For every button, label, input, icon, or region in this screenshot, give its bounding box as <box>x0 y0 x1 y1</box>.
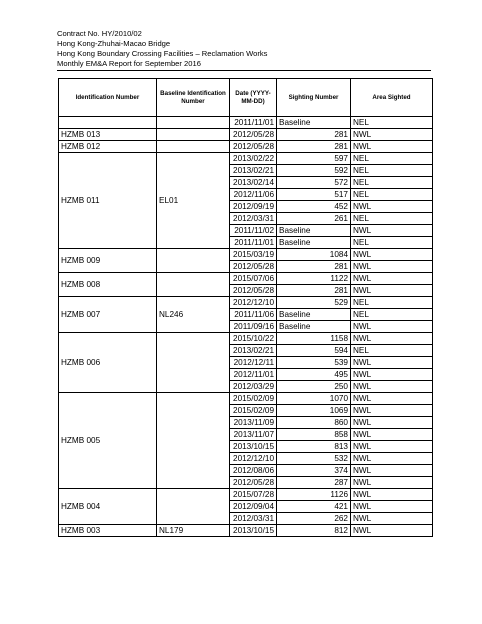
area-cell: NWL <box>351 393 433 405</box>
sighting-value: 281 <box>334 142 348 151</box>
sighting-cell <box>277 513 351 525</box>
sighting-value: 813 <box>334 442 348 451</box>
area-cell: NWL <box>351 405 433 417</box>
area-cell: NWL <box>351 441 433 453</box>
sighting-value: 452 <box>334 202 348 211</box>
area-cell: NWL <box>351 417 433 429</box>
date-cell: 2013/02/22 <box>230 153 277 165</box>
date-cell: 2013/11/09 <box>230 417 277 429</box>
identification-cell: HZMB 005 <box>59 393 157 489</box>
area-cell: NWL <box>351 465 433 477</box>
sighting-value: 572 <box>334 178 348 187</box>
sighting-cell <box>277 357 351 369</box>
sighting-value: 250 <box>334 382 348 391</box>
area-cell: NWL <box>351 129 433 141</box>
sighting-value: 261 <box>334 214 348 223</box>
sighting-cell <box>277 153 351 165</box>
sighting-value: Baseline <box>279 310 311 319</box>
sighting-cell <box>277 345 351 357</box>
area-cell: NWL <box>351 321 433 333</box>
sighting-cell <box>277 525 351 537</box>
area-cell: NWL <box>351 249 433 261</box>
date-cell: 2012/05/28 <box>230 477 277 489</box>
sighting-cell <box>277 477 351 489</box>
identification-cell <box>59 117 157 129</box>
sighting-value: 529 <box>334 298 348 307</box>
sighting-value: 281 <box>334 286 348 295</box>
sighting-value: 495 <box>334 370 348 379</box>
area-cell: NEL <box>351 189 433 201</box>
date-cell: 2011/11/01 <box>230 237 277 249</box>
sighting-value: 812 <box>334 526 348 535</box>
sighting-cell <box>277 261 351 273</box>
area-cell: NWL <box>351 429 433 441</box>
sighting-value: 1084 <box>329 250 348 259</box>
date-cell: 2012/03/31 <box>230 213 277 225</box>
works-name: Hong Kong Boundary Crossing Facilities – Reclamation Works <box>57 49 268 58</box>
date-cell: 2012/08/06 <box>230 465 277 477</box>
table-row <box>59 525 433 537</box>
area-cell: NWL <box>351 261 433 273</box>
area-cell: NWL <box>351 501 433 513</box>
date-cell: 2012/11/06 <box>230 189 277 201</box>
sighting-value: 592 <box>334 166 348 175</box>
area-cell: NWL <box>351 333 433 345</box>
area-cell: NWL <box>351 285 433 297</box>
area-cell: NEL <box>351 213 433 225</box>
sighting-cell <box>277 237 351 249</box>
sighting-value: 421 <box>334 502 348 511</box>
col-header-area: Area Sighted <box>351 79 433 117</box>
date-cell: 2015/10/22 <box>230 333 277 345</box>
identification-cell: HZMB 012 <box>59 141 157 153</box>
table-row <box>59 141 433 153</box>
sighting-cell <box>277 429 351 441</box>
table-row <box>59 249 433 261</box>
sighting-cell <box>277 465 351 477</box>
sighting-cell <box>277 129 351 141</box>
sighting-value: Baseline <box>279 226 311 235</box>
area-cell: NEL <box>351 309 433 321</box>
sighting-value: 1069 <box>329 406 348 415</box>
baseline-id-cell <box>157 129 230 141</box>
sighting-cell <box>277 309 351 321</box>
sighting-value: 287 <box>334 478 348 487</box>
table-row <box>59 129 433 141</box>
col-header-baseline: Baseline Identification Number <box>157 79 230 117</box>
sighting-value: 594 <box>334 346 348 355</box>
date-cell: 2015/03/19 <box>230 249 277 261</box>
date-cell: 2012/12/10 <box>230 453 277 465</box>
sighting-value: 517 <box>334 190 348 199</box>
area-cell: NEL <box>351 153 433 165</box>
sighting-cell <box>277 189 351 201</box>
table-row <box>59 333 433 345</box>
identification-cell: HZMB 003 <box>59 525 157 537</box>
sighting-cell <box>277 405 351 417</box>
date-cell: 2015/07/06 <box>230 273 277 285</box>
date-cell: 2012/05/28 <box>230 141 277 153</box>
sighting-cell <box>277 225 351 237</box>
sighting-value: 532 <box>334 454 348 463</box>
area-cell: NEL <box>351 165 433 177</box>
sighting-cell <box>277 369 351 381</box>
sighting-cell <box>277 501 351 513</box>
date-cell: 2012/12/10 <box>230 297 277 309</box>
sighting-cell <box>277 417 351 429</box>
date-cell: 2011/09/16 <box>230 321 277 333</box>
baseline-id-cell <box>157 141 230 153</box>
sighting-value: Baseline <box>279 322 311 331</box>
area-cell: NWL <box>351 489 433 501</box>
sighting-cell <box>277 177 351 189</box>
date-cell: 2012/05/28 <box>230 129 277 141</box>
area-cell: NWL <box>351 477 433 489</box>
sighting-value: Baseline <box>279 238 311 247</box>
sighting-cell <box>277 273 351 285</box>
identification-cell: HZMB 004 <box>59 489 157 525</box>
area-cell: NWL <box>351 369 433 381</box>
sighting-cell <box>277 285 351 297</box>
date-cell: 2012/05/28 <box>230 261 277 273</box>
sighting-cell <box>277 453 351 465</box>
area-cell: NEL <box>351 297 433 309</box>
sighting-cell <box>277 441 351 453</box>
sighting-cell <box>277 297 351 309</box>
sighting-cell <box>277 321 351 333</box>
baseline-id-cell <box>157 273 230 297</box>
date-cell: 2012/05/28 <box>230 285 277 297</box>
date-cell: 2012/03/29 <box>230 381 277 393</box>
table-row <box>59 297 433 309</box>
sighting-value: 1122 <box>330 274 348 283</box>
area-cell: NEL <box>351 117 433 129</box>
sighting-cell <box>277 165 351 177</box>
date-cell: 2013/10/15 <box>230 525 277 537</box>
date-cell: 2011/11/02 <box>230 225 277 237</box>
table-header-row <box>59 79 433 117</box>
contract-number: Contract No. HY/2010/02 <box>57 29 142 38</box>
area-cell: NWL <box>351 453 433 465</box>
sighting-value: 539 <box>334 358 348 367</box>
sighting-value: 597 <box>334 154 348 163</box>
baseline-id-cell: EL01 <box>157 153 230 249</box>
sighting-cell <box>277 201 351 213</box>
area-cell: NWL <box>351 381 433 393</box>
sighting-cell <box>277 249 351 261</box>
baseline-id-cell: NL246 <box>157 297 230 333</box>
sighting-value: 1126 <box>330 490 348 499</box>
col-header-identification: Identification Number <box>59 79 157 117</box>
sighting-value: 858 <box>334 430 348 439</box>
identification-cell: HZMB 006 <box>59 333 157 393</box>
area-cell: NWL <box>351 141 433 153</box>
sighting-cell <box>277 333 351 345</box>
table-row <box>59 273 433 285</box>
date-cell: 2013/02/14 <box>230 177 277 189</box>
date-cell: 2012/09/19 <box>230 201 277 213</box>
area-cell: NEL <box>351 237 433 249</box>
sighting-cell <box>277 117 351 129</box>
sighting-value: 281 <box>334 130 348 139</box>
table-body <box>59 117 433 537</box>
identification-cell: HZMB 008 <box>59 273 157 297</box>
identification-cell: HZMB 013 <box>59 129 157 141</box>
sighting-value: Baseline <box>279 118 311 127</box>
date-cell: 2013/10/15 <box>230 441 277 453</box>
identification-cell: HZMB 007 <box>59 297 157 333</box>
date-cell: 2012/11/01 <box>230 369 277 381</box>
date-cell: 2011/11/01 <box>230 117 277 129</box>
date-cell: 2013/11/07 <box>230 429 277 441</box>
table-row <box>59 153 433 165</box>
date-cell: 2015/02/09 <box>230 393 277 405</box>
date-cell: 2013/02/21 <box>230 345 277 357</box>
identification-cell: HZMB 011 <box>59 153 157 249</box>
baseline-id-cell <box>157 489 230 525</box>
date-cell: 2011/11/06 <box>230 309 277 321</box>
date-cell: 2012/12/11 <box>230 357 277 369</box>
area-cell: NWL <box>351 225 433 237</box>
dolphin-sighting-table <box>58 78 433 537</box>
area-cell: NEL <box>351 177 433 189</box>
sighting-cell <box>277 489 351 501</box>
sighting-value: 1158 <box>330 334 348 343</box>
sighting-cell <box>277 381 351 393</box>
baseline-id-cell <box>157 333 230 393</box>
date-cell: 2012/03/31 <box>230 513 277 525</box>
area-cell: NWL <box>351 357 433 369</box>
area-cell: NWL <box>351 513 433 525</box>
sighting-cell <box>277 141 351 153</box>
sighting-value: 262 <box>334 514 348 523</box>
baseline-id-cell <box>157 249 230 273</box>
sighting-value: 1070 <box>329 394 348 403</box>
date-cell: 2012/09/04 <box>230 501 277 513</box>
col-header-sighting: Sighting Number <box>277 79 351 117</box>
area-cell: NWL <box>351 525 433 537</box>
baseline-id-cell <box>157 117 230 129</box>
col-header-date: Date (YYYY-MM-DD) <box>230 79 277 117</box>
sighting-cell <box>277 393 351 405</box>
table-row <box>59 489 433 501</box>
area-cell: NWL <box>351 273 433 285</box>
table-row <box>59 117 433 129</box>
sighting-value: 860 <box>334 418 348 427</box>
area-cell: NEL <box>351 345 433 357</box>
sighting-value: 281 <box>334 262 348 271</box>
project-name: Hong Kong-Zhuhai-Macao Bridge <box>57 39 171 48</box>
baseline-id-cell: NL179 <box>157 525 230 537</box>
baseline-id-cell <box>157 393 230 489</box>
date-cell: 2015/02/09 <box>230 405 277 417</box>
sighting-value: 374 <box>334 466 348 475</box>
date-cell: 2013/02/21 <box>230 165 277 177</box>
area-cell: NWL <box>351 201 433 213</box>
sighting-cell <box>277 213 351 225</box>
report-header <box>57 29 267 69</box>
report-title: Monthly EM&A Report for September 2016 <box>57 59 201 68</box>
header-divider <box>57 70 431 71</box>
date-cell: 2015/07/28 <box>230 489 277 501</box>
table-row <box>59 393 433 405</box>
identification-cell: HZMB 009 <box>59 249 157 273</box>
